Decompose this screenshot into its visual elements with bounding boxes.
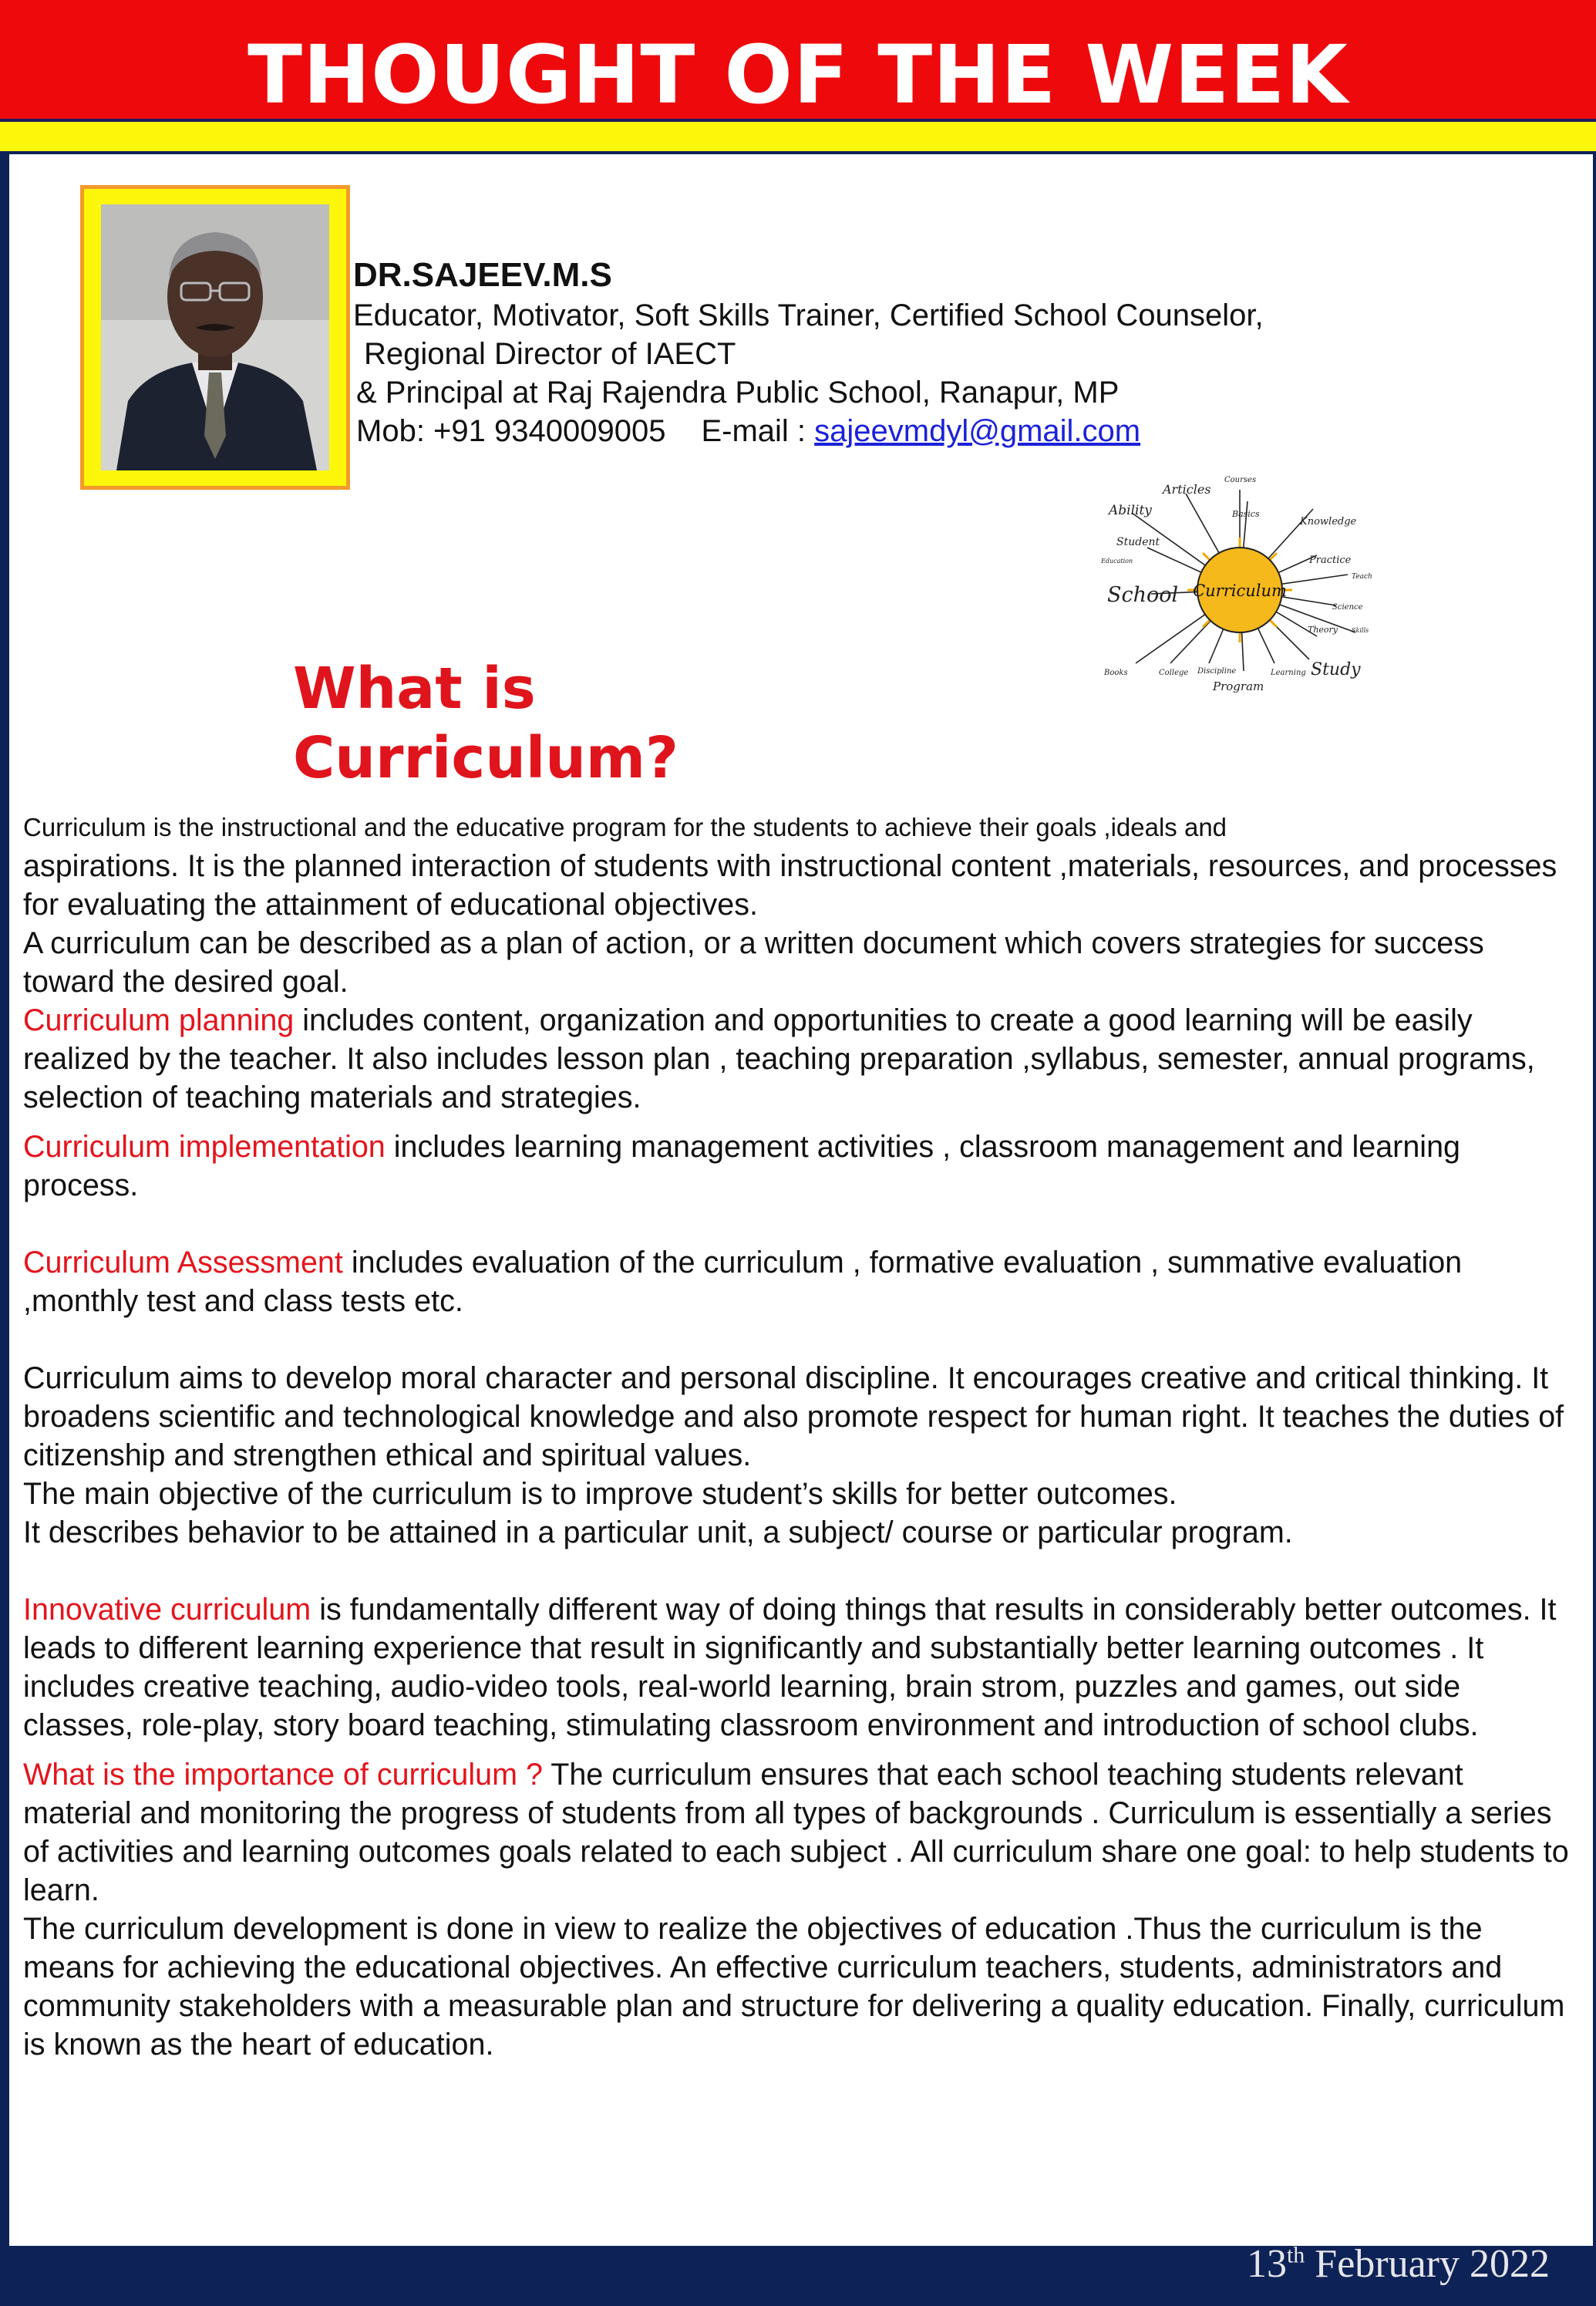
header-stripe: [0, 122, 1596, 151]
curriculum-diagram: [1086, 459, 1394, 733]
footer-date: [1247, 2241, 1550, 2287]
aims-paragraph: Curriculum aims to develop moral character and personal discipline. It encourages creative and critical thinking. It broadens scientific and technological knowledge and also promote respect for human right. It teaches the duties of citizenship and strengthen ethical and spiritual values.: [23, 1361, 1564, 1472]
importance-label: What is the importance of curriculum ?: [23, 1758, 543, 1792]
planning-label: Curriculum planning: [23, 1003, 295, 1037]
diagram-label: Study: [1311, 660, 1361, 679]
date-day-suffix: th: [1286, 2242, 1305, 2268]
diagram-label: Science: [1332, 603, 1363, 612]
innovative-label: Innovative curriculum: [23, 1593, 311, 1627]
author-name: DR.SAJEEV.M.S: [353, 256, 612, 294]
article-body: [23, 808, 1573, 2064]
email-link[interactable]: sajeevmdyl@gmail.com: [814, 414, 1141, 448]
objective-paragraph: The main objective of the curriculum is to improve student’s skills for better outcomes.: [23, 1477, 1177, 1511]
innovative-paragraph: [23, 1590, 1573, 1745]
planning-paragraph: [23, 1001, 1573, 1117]
development-paragraph: The curriculum development is done in view to realize the objectives of education .Thus the curriculum is the means for achieving the educational objectives. An effective curriculum teachers, students, administrators and community stakeholders with a measurable plan and structure for delivering a quality education. Finally, curriculum is known as the heart of education.: [23, 1912, 1565, 2062]
implementation-paragraph: [23, 1128, 1573, 1205]
diagram-label: Student: [1116, 536, 1160, 548]
author-contact: [353, 412, 1264, 450]
author-photo-frame: [80, 185, 350, 490]
assessment-text: includes evaluation of the curriculum , formative evaluation , summative evaluation ,monthly test and class tests etc.: [23, 1246, 1463, 1318]
author-photo: [101, 204, 329, 470]
author-info: [353, 255, 1264, 450]
date-day: 13: [1246, 2242, 1287, 2286]
intro-paragraph: aspirations. It is the planned interaction of students with instructional content ,materials, resources, and processes for evaluating the attainment of educational objectives.: [23, 849, 1557, 922]
importance-text: The curriculum ensures that each school teaching students relevant material and monitoring the progress of students from all types of backgrounds . Curriculum is essentially a series of activities and learning outcomes goals related to each subject . All curriculum share one goal: to help students to learn.: [23, 1758, 1569, 1907]
header-banner: [0, 0, 1596, 122]
author-mobile: Mob: +91 9340009005: [356, 414, 666, 448]
author-principal: & Principal at Raj Rajendra Public School, Ranapur, MP: [356, 376, 1120, 410]
planning-text: includes content, organization and opportunities to create a good learning will be easily realized by the teacher. It also includes lesson plan , teaching preparation ,syllabus, semester, annual programs, selection of teaching materials and strategies.: [23, 1003, 1535, 1114]
describes-paragraph: It describes behavior to be attained in a particular unit, a subject/ course or particular program.: [23, 1515, 1293, 1549]
diagram-label: Discipline: [1197, 667, 1237, 676]
diagram-label: Program: [1213, 679, 1264, 693]
email-label: E-mail :: [701, 414, 806, 448]
author-roles: Educator, Motivator, Soft Skills Trainer, Certified School Counselor,: [353, 298, 1264, 332]
header-title: THOUGHT OF THE WEEK: [247, 28, 1349, 122]
diagram-label: Courses: [1224, 476, 1257, 484]
diagram-label: Practice: [1309, 555, 1352, 566]
author-regional: Regional Director of IAECT: [364, 337, 736, 371]
diagram-label: Knowledge: [1300, 516, 1357, 528]
implementation-label: Curriculum implementation: [23, 1130, 386, 1164]
main-title: What is Curriculum?: [293, 656, 678, 791]
diagram-label: School: [1107, 583, 1179, 607]
diagram-center-label: Curriculum: [1193, 582, 1287, 600]
diagram-label: Education: [1101, 558, 1133, 565]
assessment-paragraph: [23, 1243, 1573, 1320]
diagram-label: Ability: [1109, 503, 1152, 518]
person-portrait-icon: [101, 204, 329, 470]
innovative-text: is fundamentally different way of doing things that results in considerably better outcomes. It leads to different learning experience that result in significantly and substantially better learning outcomes . It includes creative teaching, audio-video tools, real-world learning, brain strom, puzzles and games, out side classes, role-play, story board teaching, stimulating classroom environment and introduction of school clubs.: [23, 1593, 1557, 1742]
intro-first-line: Curriculum is the instructional and the educative program for the students to achieve their goals ,ideals and: [23, 813, 1227, 841]
diagram-label: Books: [1104, 669, 1128, 677]
implementation-text: includes learning management activities , classroom management and learning process.: [23, 1130, 1461, 1202]
diagram-label: Learning: [1271, 669, 1306, 677]
diagram-label: Theory: [1308, 625, 1338, 635]
diagram-label: Teach: [1352, 573, 1372, 581]
plan-of-action-paragraph: A curriculum can be described as a plan of action, or a written document which covers strategies for success toward the desired goal.: [23, 926, 1484, 999]
diagram-label: College: [1159, 669, 1189, 677]
importance-paragraph: [23, 1755, 1573, 1910]
diagram-label: Skills: [1352, 627, 1369, 634]
diagram-label: Articles: [1163, 482, 1211, 497]
date-month-year: February 2022: [1305, 2242, 1550, 2286]
diagram-label: Basics: [1232, 509, 1260, 519]
assessment-label: Curriculum Assessment: [23, 1246, 343, 1279]
